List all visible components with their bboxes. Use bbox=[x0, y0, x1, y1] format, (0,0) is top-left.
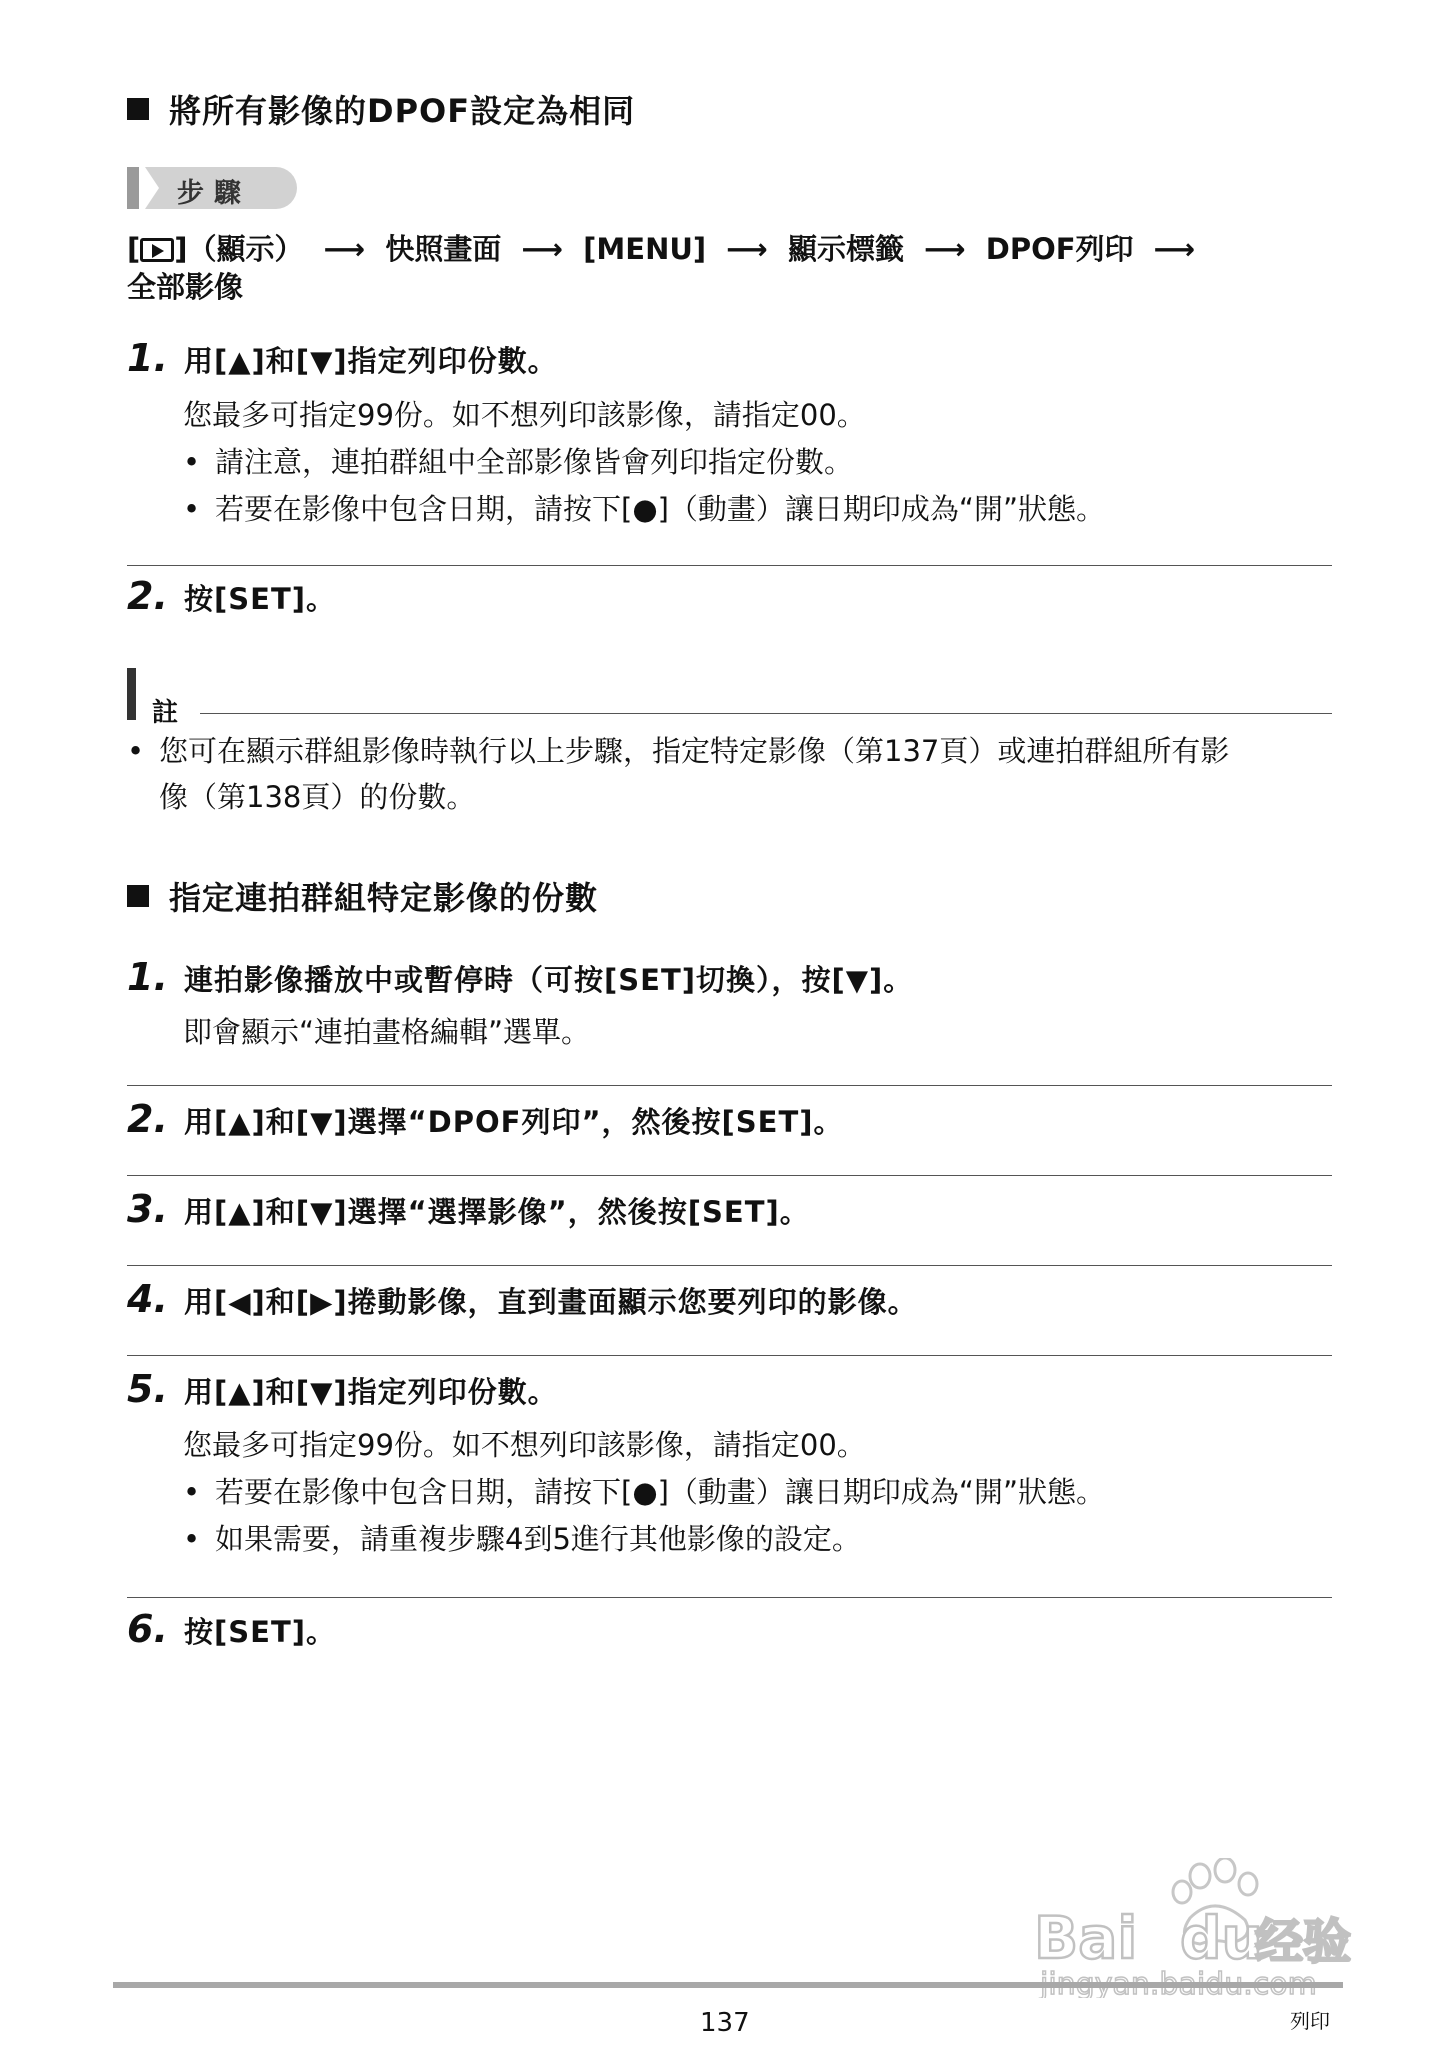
step-4 bbox=[127, 1277, 918, 1321]
arrow-icon: ⟶ bbox=[726, 232, 768, 266]
arrow-icon: ⟶ bbox=[1153, 232, 1196, 266]
step-number: 2. bbox=[127, 1097, 168, 1141]
step-5 bbox=[127, 1367, 558, 1411]
arrow-icon: ⟶ bbox=[924, 232, 966, 266]
footer-section-label: 列印 bbox=[1290, 2009, 1330, 2033]
step-1 bbox=[127, 955, 913, 999]
step-text: 用[◀]和[▶]捲動影像，直到畫面顯示您要列印的影像。 bbox=[184, 1285, 918, 1319]
footer-rule bbox=[113, 1982, 1343, 1988]
divider bbox=[127, 565, 1332, 566]
path-part: 顯示標籤 bbox=[787, 232, 904, 266]
step-text: 按[SET]。 bbox=[184, 582, 336, 616]
step-number: 1. bbox=[127, 955, 168, 999]
path-part: DPOF列印 bbox=[985, 232, 1134, 266]
page-number: 137 bbox=[700, 2008, 750, 2038]
step-text: 用[▲]和[▼]指定列印份數。 bbox=[184, 1375, 558, 1409]
bullet-item: • 如果需要，請重複步驟4到5進行其他影像的設定。 bbox=[183, 1522, 861, 1556]
divider bbox=[127, 1265, 1332, 1266]
step-2 bbox=[127, 574, 336, 618]
step-6 bbox=[127, 1607, 336, 1651]
bullet-item: • 若要在影像中包含日期，請按下[●]（動畫）讓日期印成為“開”狀態。 bbox=[183, 1475, 1105, 1509]
note-bar bbox=[127, 668, 136, 720]
step-number: 3. bbox=[127, 1187, 168, 1231]
divider bbox=[127, 1355, 1332, 1356]
step-number: 1. bbox=[127, 336, 168, 380]
arrow-icon: ⟶ bbox=[521, 232, 564, 266]
square-bullet-icon bbox=[127, 98, 149, 120]
arrow-icon: ⟶ bbox=[323, 232, 366, 266]
path-part: [MENU] bbox=[583, 232, 707, 266]
play-icon bbox=[140, 238, 174, 262]
step-number: 6. bbox=[127, 1607, 168, 1651]
step-3 bbox=[127, 1187, 810, 1231]
step-text: 連拍影像播放中或暫停時（可按[SET]切換），按[▼]。 bbox=[184, 963, 914, 997]
section-title-text: 指定連拍群組特定影像的份數 bbox=[169, 879, 599, 917]
step-text: 用[▲]和[▼]選擇“DPOF列印”，然後按[SET]。 bbox=[184, 1105, 844, 1139]
steps-label-badge bbox=[127, 167, 297, 209]
svg-text:经验: 经验 bbox=[1255, 1914, 1352, 1970]
step-text: 按[SET]。 bbox=[184, 1615, 336, 1649]
step-number: 5. bbox=[127, 1367, 168, 1411]
note-divider bbox=[200, 713, 1332, 714]
divider bbox=[127, 1085, 1332, 1086]
divider bbox=[127, 1175, 1332, 1176]
step-number: 4. bbox=[127, 1277, 168, 1321]
step-2 bbox=[127, 1097, 844, 1141]
section-title-2 bbox=[127, 873, 598, 919]
baidu-watermark-logo bbox=[1030, 1858, 1370, 1998]
square-bullet-icon bbox=[127, 885, 149, 907]
bullet-item: • 若要在影像中包含日期，請按下[●]（動畫）讓日期印成為“開”狀態。 bbox=[183, 492, 1105, 526]
step-body: 您最多可指定99份。如不想列印該影像，請指定00。 bbox=[183, 1428, 866, 1462]
section-title-text: 將所有影像的DPOF設定為相同 bbox=[169, 92, 636, 130]
step-body: 您最多可指定99份。如不想列印該影像，請指定00。 bbox=[183, 398, 866, 432]
step-text: 用[▲]和[▼]指定列印份數。 bbox=[184, 344, 558, 378]
section-title-1 bbox=[127, 86, 635, 132]
note-text: • 您可在顯示群組影像時執行以上步驟，指定特定影像（第137頁）或連拍群組所有影 像（第138頁）的份數。 bbox=[127, 734, 1230, 814]
svg-text:Bai: Bai bbox=[1034, 1904, 1138, 1972]
menu-path: [ ]（顯示） ⟶ 快照畫面 ⟶ [MENU] ⟶ 顯示標籤 ⟶ DPOF列印 ⟶ 全部影像 bbox=[127, 232, 1196, 304]
steps-label: 步驟 bbox=[177, 178, 251, 209]
step-1 bbox=[127, 336, 558, 380]
note-label: 註 bbox=[152, 698, 179, 728]
svg-text:du: du bbox=[1180, 1904, 1263, 1972]
step-body: 即會顯示“連拍畫格編輯”選單。 bbox=[183, 1015, 591, 1049]
step-text: 用[▲]和[▼]選擇“選擇影像”，然後按[SET]。 bbox=[184, 1195, 810, 1229]
path-part: 快照畫面 bbox=[385, 232, 502, 266]
divider bbox=[127, 1597, 1332, 1598]
bullet-item: • 請注意，連拍群組中全部影像皆會列印指定份數。 bbox=[183, 445, 854, 479]
step-number: 2. bbox=[127, 574, 168, 618]
path-part: 全部影像 bbox=[127, 270, 244, 304]
